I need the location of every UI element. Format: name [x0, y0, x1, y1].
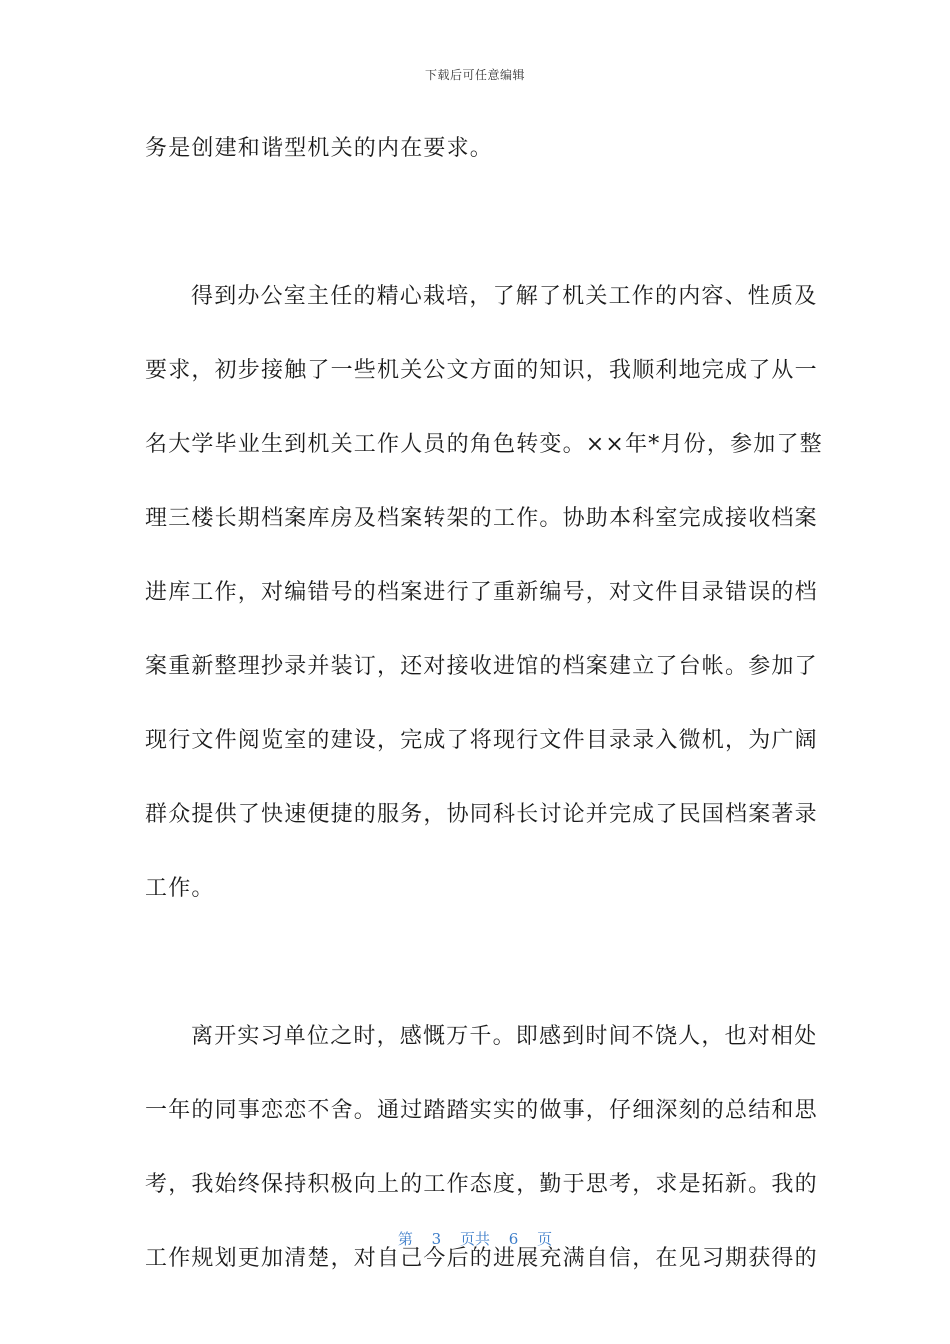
page-header: 下载后可任意编辑	[424, 68, 525, 82]
text-line: 理三楼长期档案库房及档案转架的工作。协助本科室完成接收档案	[145, 506, 818, 531]
text-line: 现行文件阅览室的建设，完成了将现行文件目录录入微机，为广阔	[145, 728, 818, 753]
blank-line	[145, 926, 805, 1000]
text-line: 进库工作，对编错号的档案进行了重新编号，对文件目录错误的档	[145, 580, 818, 605]
text-line: 案重新整理抄录并装订，还对接收进馆的档案建立了台帐。参加了	[145, 654, 818, 679]
blank-line	[145, 186, 805, 260]
text-line: 名大学毕业生到机关工作人员的角色转变。××年*月份，参加了整	[145, 432, 823, 457]
text-line: 一年的同事恋恋不舍。通过踏踏实实的做事，仔细深刻的总结和思	[145, 1098, 818, 1123]
text-line: 工作规划更加清楚，对自己今后的进展充满自信，在见习期获得的	[145, 1246, 818, 1271]
text-line: 考，我始终保持积极向上的工作态度，勤于思考，求是拓新。我的	[145, 1172, 818, 1197]
text-line: 务是创建和谐型机关的内在要求。	[145, 136, 494, 161]
body-text	[145, 112, 823, 1296]
text-line: 要求，初步接触了一些机关公文方面的知识，我顺利地完成了从一	[145, 358, 818, 383]
page-footer: 第 3 页共 6 页	[397, 1230, 553, 1248]
paragraph-start-line: 离开实习单位之时，感慨万千。即感到时间不饶人，也对相处	[191, 1024, 818, 1049]
text-line: 群众提供了快速便捷的服务，协同科长讨论并完成了民国档案著录	[145, 802, 818, 827]
text-line: 工作。	[145, 876, 215, 901]
paragraph-start-line: 得到办公室主任的精心栽培，了解了机关工作的内容、性质及	[191, 284, 818, 309]
